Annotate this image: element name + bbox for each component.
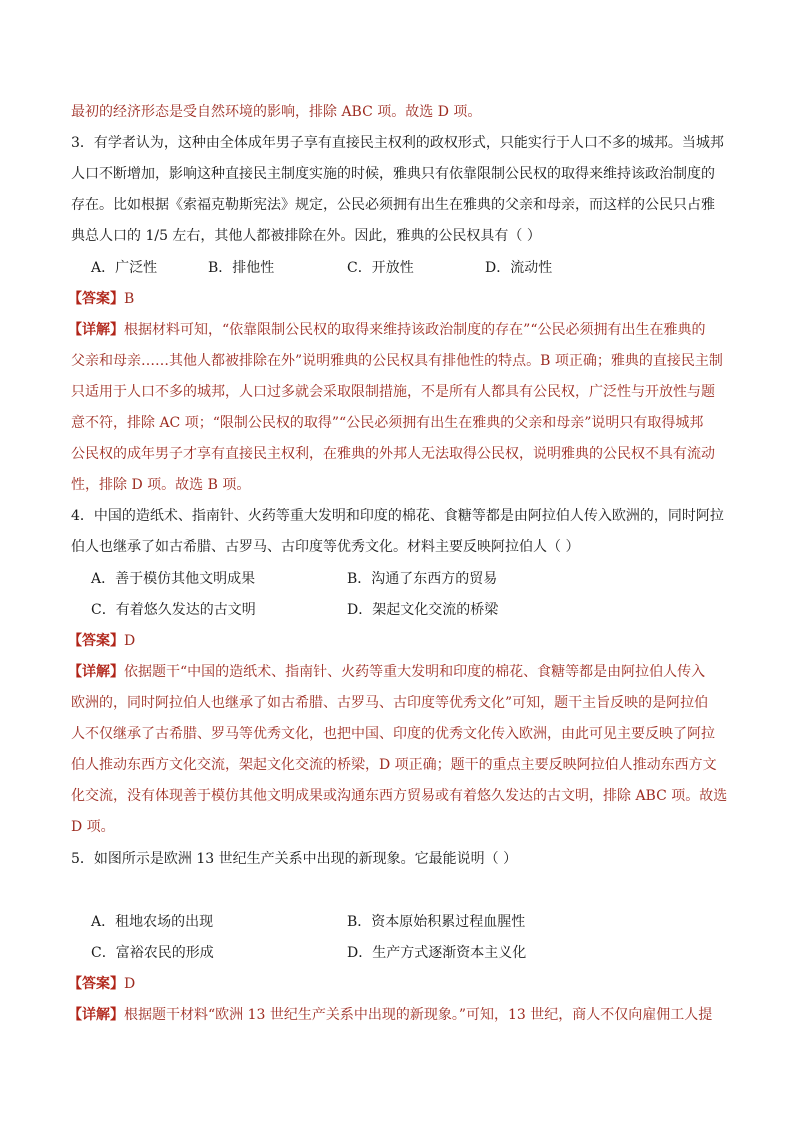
- detail-line: 公民权的成年男子才享有直接民主权利，在雅典的外邦人无法取得公民权，说明雅典的公民权不具有流动: [71, 446, 715, 462]
- option-d: D．生产方式逐渐资本主义化: [347, 945, 527, 961]
- detail-line: 性，排除 D 项。故选 B 项。: [71, 477, 251, 493]
- detail-row: [68, 661, 720, 681]
- question-stem-line: 3．有学者认为，这种由全体成年男子享有直接民主权利的政权形式，只能实行于人口不多的城邦。当城邦: [71, 135, 724, 151]
- option-d: D．架起文化交流的桥梁: [347, 602, 499, 618]
- answer-row: [68, 973, 720, 993]
- option-b: B．资本原始积累过程血腥性: [347, 914, 526, 930]
- option-a: A．广泛性: [91, 260, 158, 276]
- detail-line: 化交流，没有体现善于模仿其他文明成果或沟通东西方贸易或有着悠久发达的古文明，排除 ABC 项。故选: [71, 788, 728, 804]
- question-stem-line: 存在。比如根据《索福克勒斯宪法》规定，公民必须拥有出生在雅典的父亲和母亲，而这样的公民只占雅: [71, 197, 715, 213]
- answer-value: D: [124, 976, 136, 992]
- detail-label: 【详解】: [68, 322, 124, 338]
- answer-label: 【答案】: [68, 976, 124, 992]
- explanation-continued: 最初的经济形态是受自然环境的影响，排除 ABC 项。故选 D 项。: [71, 104, 482, 120]
- answer-value: D: [124, 633, 136, 649]
- detail-line: 父亲和母亲……其他人都被排除在外”说明雅典的公民权具有排他性的特点。B 项正确；雅典的直接民主制: [71, 353, 723, 369]
- option-c: C．开放性: [347, 260, 414, 276]
- question-stem-line: 4．中国的造纸术、指南针、火药等重大发明和印度的棉花、食糖等都是由阿拉伯人传入欧洲的，同时阿拉: [71, 508, 724, 524]
- detail-line: 根据材料可知，“依靠限制公民权的取得来维持该政治制度的存在”“公民必须拥有出生在雅典的: [124, 322, 706, 338]
- detail-line: 只适用于人口不多的城邦，人口过多就会采取限制措施，不是所有人都具有公民权，广泛性与开放性与题: [71, 384, 715, 400]
- detail-line: 根据题干材料“欧洲 13 世纪生产关系中出现的新现象。”可知，13 世纪，商人不仅向雇佣工人提: [124, 1007, 713, 1023]
- question-stem-line: 伯人也继承了如古希腊、古罗马、古印度等优秀文化。材料主要反映阿拉伯人（ ）: [71, 539, 580, 555]
- detail-label: 【详解】: [68, 1007, 124, 1023]
- answer-value: B: [124, 291, 135, 307]
- option-b: B．排他性: [208, 260, 275, 276]
- detail-line: D 项。: [71, 819, 115, 835]
- option-b: B．沟通了东西方的贸易: [347, 571, 498, 587]
- detail-row: [68, 319, 720, 339]
- option-a: A．善于模仿其他文明成果: [91, 571, 256, 587]
- detail-line: 意不符，排除 AC 项；“限制公民权的取得”“公民必须拥有出生在雅典的父亲和母亲”说明只有取得城邦: [71, 415, 704, 431]
- option-c: C．有着悠久发达的古文明: [91, 602, 256, 618]
- question-stem-line: 5．如图所示是欧洲 13 世纪生产关系中出现的新现象。它最能说明（ ）: [71, 851, 518, 867]
- option-d: D．流动性: [485, 260, 553, 276]
- question-stem-line: 人口不断增加，影响这种直接民主制度实施的时候，雅典只有依靠限制公民权的取得来维持该政治制度的: [71, 166, 715, 182]
- detail-line: 依据题干“中国的造纸术、指南针、火药等重大发明和印度的棉花、食糖等都是由阿拉伯人传入: [124, 664, 706, 680]
- question-stem-line: 典总人口的 1/5 左右，其他人都被排除在外。因此，雅典的公民权具有（ ）: [71, 228, 541, 244]
- detail-line: 人不仅继承了古希腊、罗马等优秀文化，也把中国、印度的优秀文化传入欧洲，由此可见主要反映了阿拉: [71, 726, 715, 742]
- option-a: A．租地农场的出现: [91, 914, 214, 930]
- answer-row: [68, 288, 720, 308]
- answer-row: [68, 630, 720, 650]
- detail-line: 欧洲的，同时阿拉伯人也继承了如古希腊、古罗马、古印度等优秀文化”可知，题干主旨反映的是阿拉伯: [71, 695, 709, 711]
- answer-label: 【答案】: [68, 633, 124, 649]
- detail-label: 【详解】: [68, 664, 124, 680]
- detail-line: 伯人推动东西方文化交流，架起文化交流的桥梁，D 项正确；题干的重点主要反映阿拉伯人推动东西方文: [71, 757, 717, 773]
- detail-row: [68, 1004, 720, 1024]
- answer-label: 【答案】: [68, 291, 124, 307]
- option-c: C．富裕农民的形成: [91, 945, 214, 961]
